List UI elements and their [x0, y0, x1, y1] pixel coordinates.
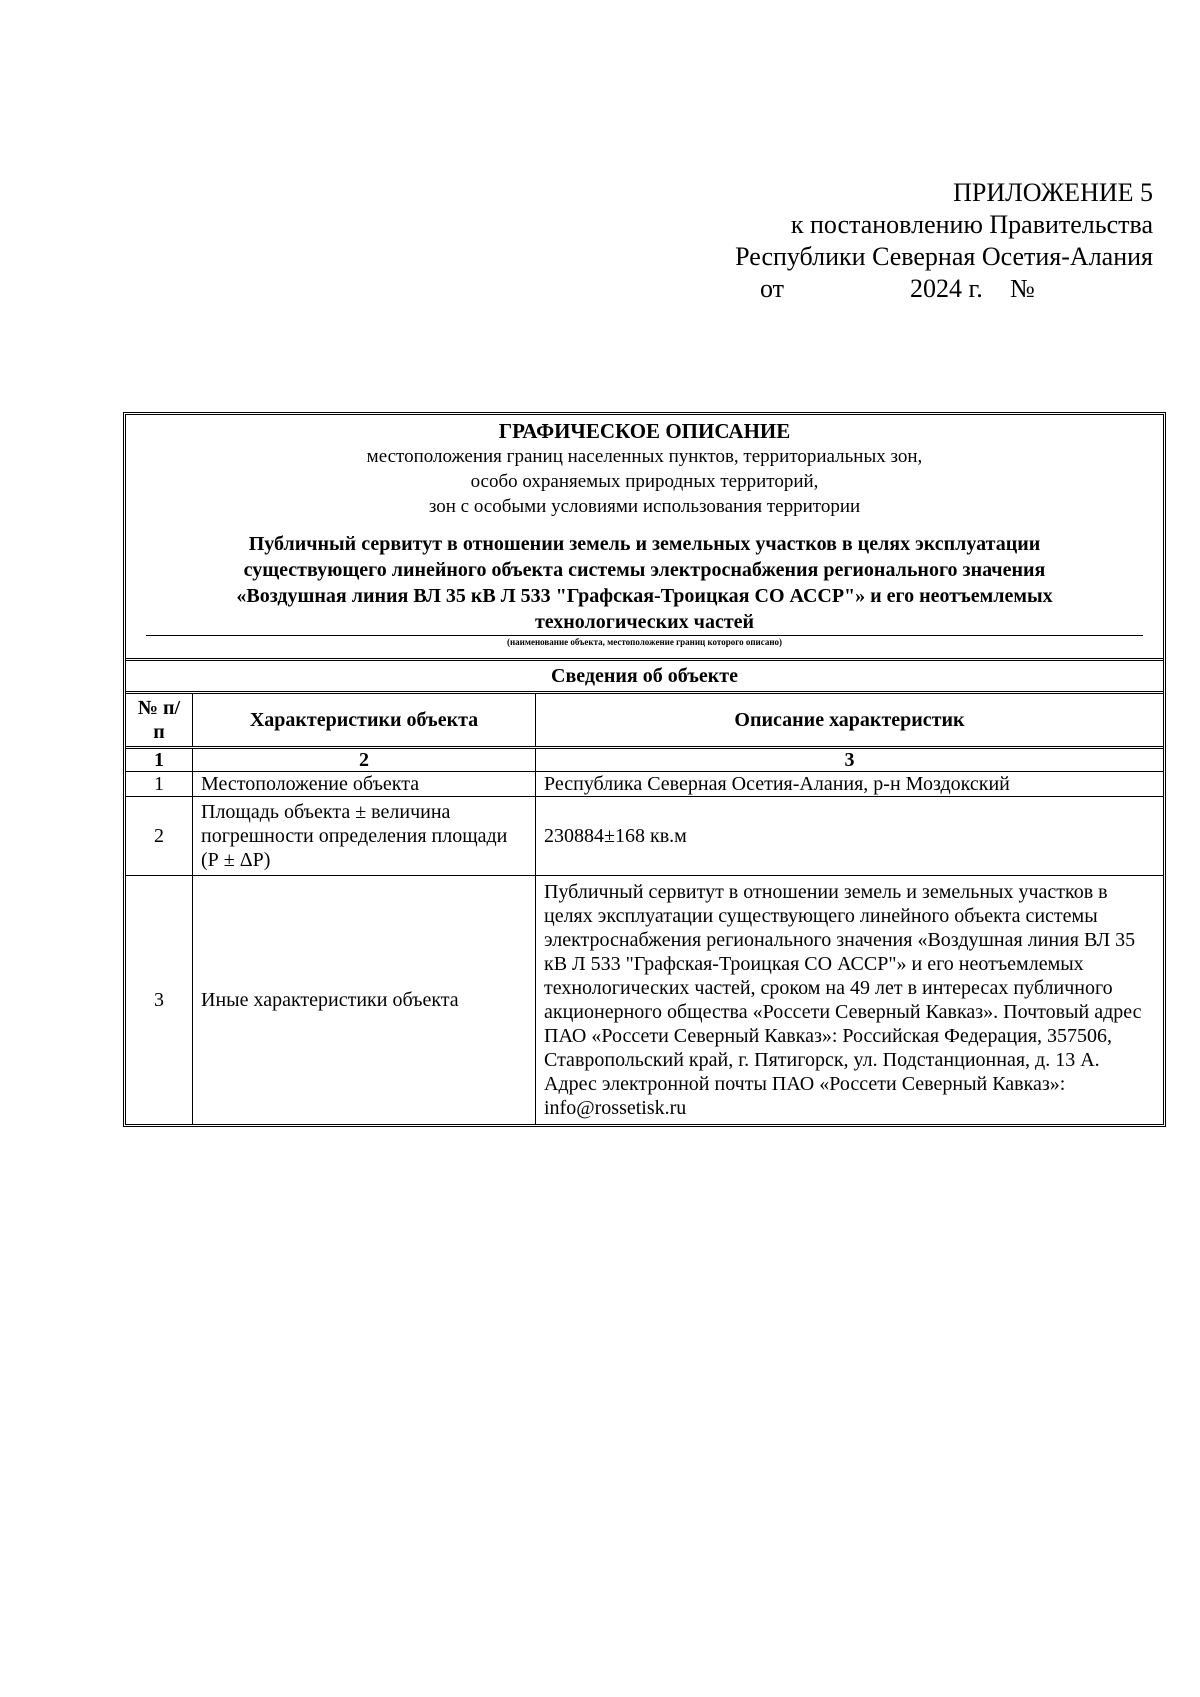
header-number: № п/п: [126, 694, 193, 748]
graphic-description-frame: [123, 412, 1166, 1127]
appendix-block: [600, 177, 1153, 305]
column-number-3: 3: [536, 748, 1164, 772]
subtitle-line-1: местоположения границ населенных пунктов, территориальных зон,: [366, 446, 923, 467]
row-characteristic: Местоположение объекта: [193, 772, 536, 797]
object-name-line-3: «Воздушная линия ВЛ 35 кВ Л 533 "Графская-Троицкая СО АССР"» и его неотъемлемых: [236, 585, 1053, 607]
object-name: [136, 531, 1153, 635]
number-sign: №: [1010, 274, 1035, 303]
object-name-line-1: Публичный сервитут в отношении земель и земельных участков в целях эксплуатации: [248, 533, 1041, 555]
row-characteristic: Площадь объекта ± величина погрешности определения площади (Р ± ΔР): [193, 797, 536, 876]
appendix-title: ПРИЛОЖЕНИЕ 5: [953, 178, 1153, 207]
date-prefix: от: [760, 274, 785, 303]
row-characteristic: Иные характеристики объекта: [193, 876, 536, 1125]
object-name-caption: (наименование объекта, местоположение границ которого описано): [506, 637, 783, 647]
table-row: [126, 797, 1163, 876]
header-description: Описание характеристик: [536, 694, 1164, 748]
header-characteristics: Характеристики объекта: [193, 694, 536, 748]
table-row: [126, 876, 1163, 1125]
appendix-date-line: [600, 273, 1153, 305]
column-number-1: 1: [126, 748, 193, 772]
row-description: Республика Северная Осетия-Алания, р-н Моздокский: [536, 772, 1164, 797]
row-description: 230884±168 кв.м: [536, 797, 1164, 876]
table-row: [126, 772, 1163, 797]
row-number: 2: [126, 797, 193, 876]
document-title: ГРАФИЧЕСКОЕ ОПИСАНИЕ: [498, 419, 791, 443]
date-year: 2024 г.: [910, 274, 983, 303]
row-description: Публичный сервитут в отношении земель и земельных участков в целях эксплуатации существующего линейного объекта системы электроснабжения регионального значения «Воздушная линия ВЛ 35 кВ Л 533 "Графская-Троицкая СО АССР"» и его неотъемлемых технологических частей, сроком на 49 лет в интересах публичного акционерного общества «Россети Северный Кавказ». Почтовый адрес ПАО «Россети Северный Кавказ»: Российская Федерация, 357506, Ставропольский край, г. Пятигорск, ул. Подстанционная, д. 13 А. Адрес электронной почты ПАО «Россети Северный Кавказ»: info@rossetisk.ru: [536, 876, 1164, 1125]
object-info-table: [126, 694, 1163, 1124]
object-name-line-4: технологических частей: [534, 611, 755, 633]
column-number-2: 2: [193, 748, 536, 772]
column-number-row: [126, 748, 1163, 772]
subtitle-line-2: особо охраняемых природных территорий,: [470, 471, 819, 492]
subtitle-line-3: зон с особыми условиями использования территории: [428, 496, 861, 517]
appendix-line-government: Республики Северная Осетия-Алания: [735, 242, 1153, 271]
row-number: 1: [126, 772, 193, 797]
description-header: [126, 415, 1163, 661]
table-header-row: [126, 694, 1163, 748]
object-name-line-2: существующего линейного объекта системы электроснабжения регионального значения: [243, 559, 1046, 581]
section-title: Сведения об объекте: [126, 661, 1163, 694]
row-number: 3: [126, 876, 193, 1125]
appendix-line-resolution: к постановлению Правительства: [790, 210, 1153, 239]
